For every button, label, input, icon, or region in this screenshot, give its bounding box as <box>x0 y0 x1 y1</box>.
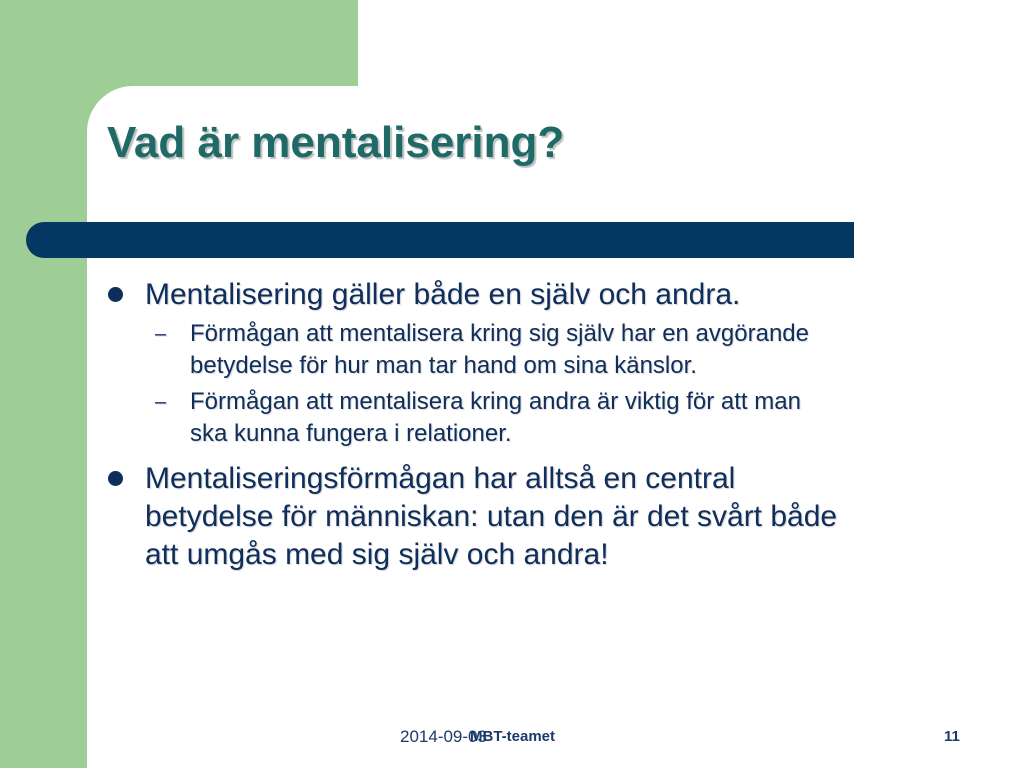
sub-bullet-line: Förmågan att mentalisera kring andra är viktig för att man <box>190 388 801 415</box>
dash-icon: – <box>155 391 167 413</box>
slide-title: Vad är mentalisering? <box>107 118 565 167</box>
bullet-text: Mentalisering gäller både en själv och andra. <box>145 278 741 311</box>
sub-bullet-item-2 <box>105 386 965 450</box>
footer-date: 2014-09-03 <box>400 727 487 746</box>
bullet-dot-icon <box>108 471 123 486</box>
dash-icon: – <box>155 323 167 345</box>
bullet-item-1 <box>105 276 965 314</box>
footer-team: MBT-teamet <box>470 728 556 745</box>
sub-bullet-line: ska kunna fungera i relationer. <box>190 420 512 447</box>
page-number: 11 <box>944 728 960 745</box>
title-underline-bar <box>26 222 854 258</box>
green-decor-left <box>0 0 87 768</box>
bullet-item-2 <box>105 460 965 574</box>
sub-bullet-item-1 <box>105 318 965 382</box>
bullet-dot-icon <box>108 287 123 302</box>
sub-bullet-line: betydelse för hur man tar hand om sina känslor. <box>190 352 697 379</box>
bullet-line: Mentaliseringsförmågan har alltså en central <box>145 462 736 495</box>
slide-body <box>105 276 965 574</box>
bullet-line: att umgås med sig själv och andra! <box>145 538 609 571</box>
sub-bullet-line: Förmågan att mentalisera kring sig själv har en avgörande <box>190 320 809 347</box>
bullet-line: betydelse för människan: utan den är det svårt både <box>145 500 838 533</box>
